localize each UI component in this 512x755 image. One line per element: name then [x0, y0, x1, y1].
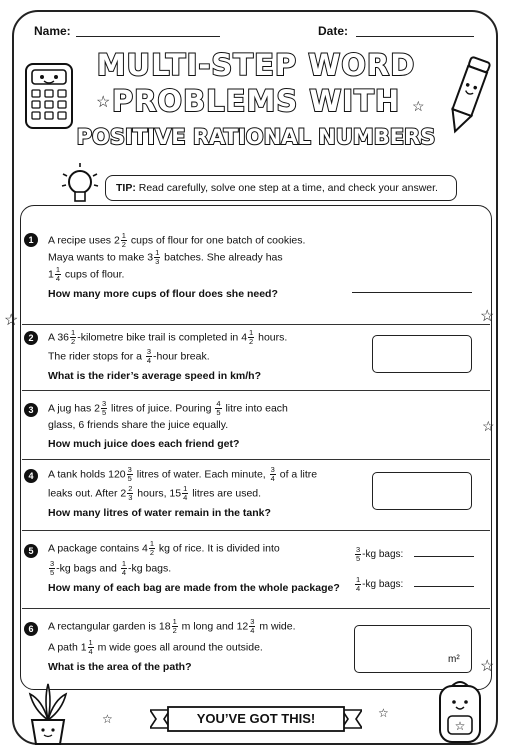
- tip-text: Read carefully, solve one step at a time, and check your answer.: [135, 182, 438, 194]
- problem-3: A jug has 2 $\frac{3}{5}$ litres of juice. Pouring $\frac{4}{5}$ litre into each glass, 6 friends share the juice equally. How much juice does each friend get?: [48, 400, 368, 452]
- problem-number-2: 2: [24, 331, 38, 345]
- plant-illustration: [20, 680, 76, 748]
- problem-6: A rectangular garden is 18 $\frac{1}{2}$ m long and 12 $\frac{3}{4}$ m wide. A path 1 $\frac{1}{4}$ m wide goes all around the outside. What is the area of the path?: [48, 618, 358, 675]
- title-line2: PROBLEMS WITH: [111, 84, 401, 118]
- title-line3: POSITIVE RATIONAL NUMBERS: [76, 125, 436, 149]
- answer-line-1[interactable]: [352, 292, 472, 293]
- star-icon: ☆: [412, 98, 425, 114]
- star-icon: ☆: [482, 418, 495, 434]
- problem-number-1: 1: [24, 233, 38, 247]
- divider: [22, 390, 490, 391]
- pencil-illustration: [444, 52, 494, 140]
- answer-box-4[interactable]: [372, 472, 472, 510]
- title-line1: MULTI-STEP WORD: [96, 48, 416, 82]
- divider: [22, 324, 490, 325]
- tip-box: [105, 175, 457, 201]
- answer-label-3-5-bags: $\frac{3}{5}$ -kg bags:: [356, 545, 404, 563]
- problem-number-5: 5: [24, 544, 38, 558]
- question-6: What is the area of the path?: [48, 661, 192, 673]
- answer-box-2[interactable]: [372, 335, 472, 373]
- calculator-illustration: [22, 58, 80, 134]
- problem-5: A package contains 4 $\frac{1}{2}$ kg of rice. It is divided into $\frac{3}{5}$ -kg bags and $\frac{1}{4}$ -kg bags. How many of each bag are made from the whole package?: [48, 540, 348, 596]
- banner-text: YOU’VE GOT THIS!: [196, 711, 316, 726]
- unit-label: m²: [448, 654, 460, 665]
- problem-number-3: 3: [24, 403, 38, 417]
- answer-label-1-4-bags: $\frac{1}{4}$ -kg bags:: [356, 575, 404, 593]
- svg-text:☆: ☆: [454, 719, 466, 733]
- star-icon: ☆: [4, 312, 19, 329]
- question-2: What is the rider’s average speed in km/h?: [48, 370, 261, 382]
- question-1: How many more cups of flour does she need?: [48, 288, 278, 300]
- question-3: How much juice does each friend get?: [48, 438, 240, 450]
- question-4: How many litres of water remain in the tank?: [48, 507, 271, 519]
- problem-1: A recipe uses 2 $\frac{1}{2}$ cups of flour for one batch of cookies. Maya wants to make 3 $\frac{1}{3}$ batches. She already has 1 $\frac{1}{4}$ cups of flour. How many more cups of flour does she need?: [48, 232, 348, 302]
- tip-label: TIP:: [116, 182, 136, 194]
- star-icon: ☆: [102, 712, 113, 726]
- date-label: Date:: [318, 24, 349, 38]
- answer-line-5b[interactable]: [414, 586, 474, 587]
- answer-box-6[interactable]: [354, 625, 472, 673]
- problem-number-4: 4: [24, 469, 38, 483]
- question-5: How many of each bag are made from the whole package?: [48, 582, 340, 594]
- problem-4: A tank holds 120 $\frac{3}{5}$ litres of water. Each minute, $\frac{3}{4}$ of a litre leaks out. After 2 $\frac{2}{3}$ hours, 15 $\frac{1}{4}$ litres are used. How many litres of water remain in the tank?: [48, 466, 358, 521]
- star-icon: ☆: [378, 706, 389, 720]
- problem-number-6: 6: [24, 622, 38, 636]
- star-icon: ☆: [480, 658, 495, 675]
- divider: [22, 459, 490, 460]
- name-label: Name:: [34, 24, 71, 38]
- name-field[interactable]: [76, 22, 220, 37]
- problem-2: A 36 $\frac{1}{2}$ -kilometre bike trail is completed in 4 $\frac{1}{2}$ hours. The rider stops for a $\frac{3}{4}$ -hour break. What is the rider’s average speed in km/h?: [48, 329, 348, 384]
- divider: [22, 608, 490, 609]
- answer-line-5a[interactable]: [414, 556, 474, 557]
- star-icon: ☆: [96, 94, 111, 111]
- star-icon: ☆: [480, 308, 495, 325]
- divider: [22, 530, 490, 531]
- backpack-illustration: [432, 676, 488, 746]
- date-field[interactable]: [356, 22, 474, 37]
